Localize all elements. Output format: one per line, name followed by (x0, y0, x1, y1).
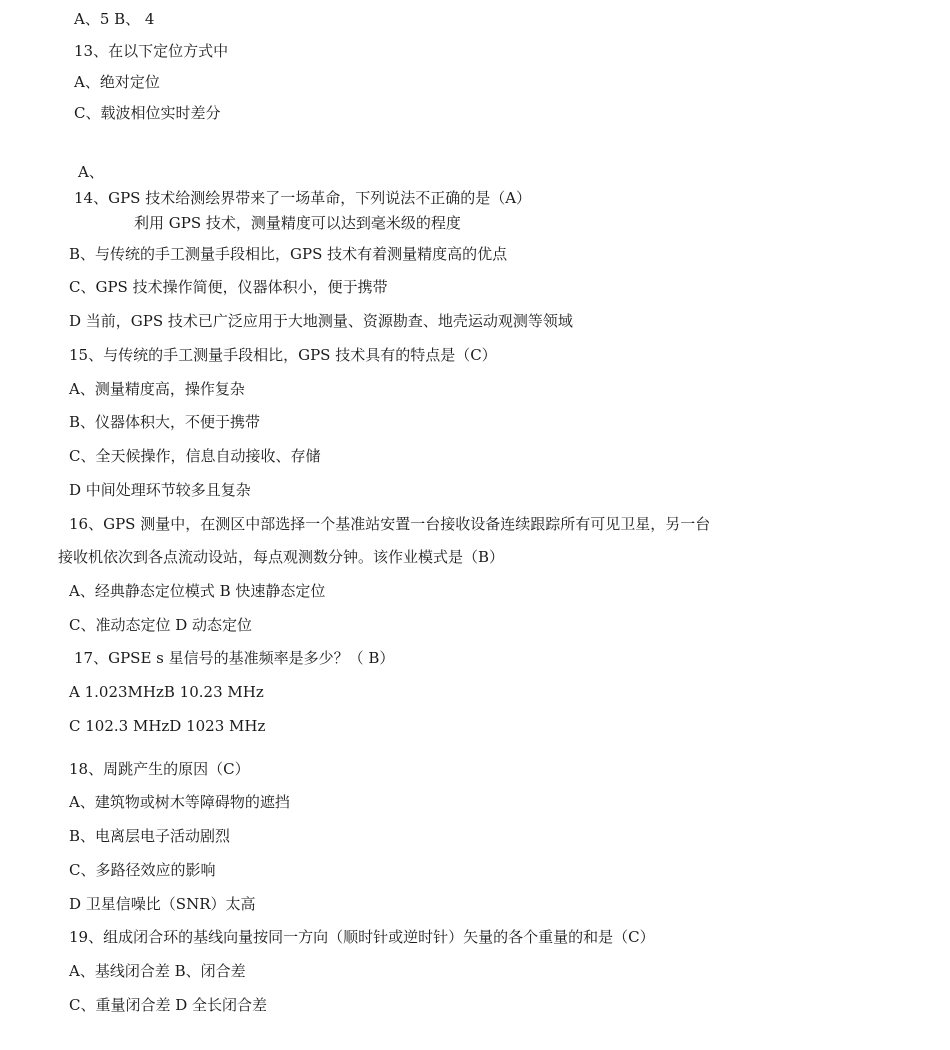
question-14: 14、GPS 技术给测绘界带来了一场革命，下列说法不正确的是（A） (74, 189, 532, 207)
option-line: D 中间处理环节较多且复杂 (69, 481, 251, 499)
option-line: A、5 B、 4 (74, 10, 155, 28)
option-line: 利用 GPS 技术，测量精度可以达到毫米级的程度 (134, 214, 461, 232)
question-16-continued: 接收机依次到各点流动设站，每点观测数分钟。该作业模式是（B） (58, 548, 505, 566)
option-line: C、载波相位实时差分 (74, 104, 221, 122)
question-15: 15、与传统的手工测量手段相比，GPS 技术具有的特点是（C） (69, 346, 497, 364)
question-18: 18、周跳产生的原因（C） (69, 760, 250, 778)
option-line: D 卫星信噪比（SNR）太高 (69, 895, 256, 913)
question-13: 13、在以下定位方式中 (74, 42, 229, 60)
option-line: C、多路径效应的影响 (69, 861, 216, 879)
option-line: C、GPS 技术操作简便，仪器体积小，便于携带 (69, 278, 388, 296)
option-line: A、绝对定位 (74, 73, 160, 91)
option-line: D 当前，GPS 技术已广泛应用于大地测量、资源勘查、地壳运动观测等领域 (69, 312, 573, 330)
option-line: A、基线闭合差 B、闭合差 (69, 962, 246, 980)
option-line: A、测量精度高，操作复杂 (69, 380, 245, 398)
option-line: C 102.3 MHzD 1023 MHz (69, 717, 266, 735)
option-line: A、经典静态定位模式 B 快速静态定位 (69, 582, 326, 600)
option-line: C、全天候操作，信息自动接收、存储 (69, 447, 321, 465)
question-19: 19、组成闭合环的基线向量按同一方向（顺时针或逆时针）矢量的各个重量的和是（C） (69, 928, 655, 946)
option-line: A 1.023MHzB 10.23 MHz (69, 683, 264, 701)
option-line: C、重量闭合差 D 全长闭合差 (69, 996, 268, 1014)
question-16: 16、GPS 测量中，在测区中部选择一个基准站安置一台接收设备连续跟踪所有可见卫星，另一台 (69, 515, 711, 533)
option-line: A、 (78, 163, 104, 181)
option-line: C、准动态定位 D 动态定位 (69, 616, 253, 634)
option-line: A、建筑物或树木等障碍物的遮挡 (69, 793, 290, 811)
question-17: 17、GPSE s 星信号的基准频率是多少？（ B） (74, 649, 395, 667)
option-line: B、与传统的手工测量手段相比，GPS 技术有着测量精度高的优点 (69, 245, 508, 263)
option-line: B、电离层电子活动剧烈 (69, 827, 231, 845)
option-line: B、仪器体积大，不便于携带 (69, 413, 261, 431)
